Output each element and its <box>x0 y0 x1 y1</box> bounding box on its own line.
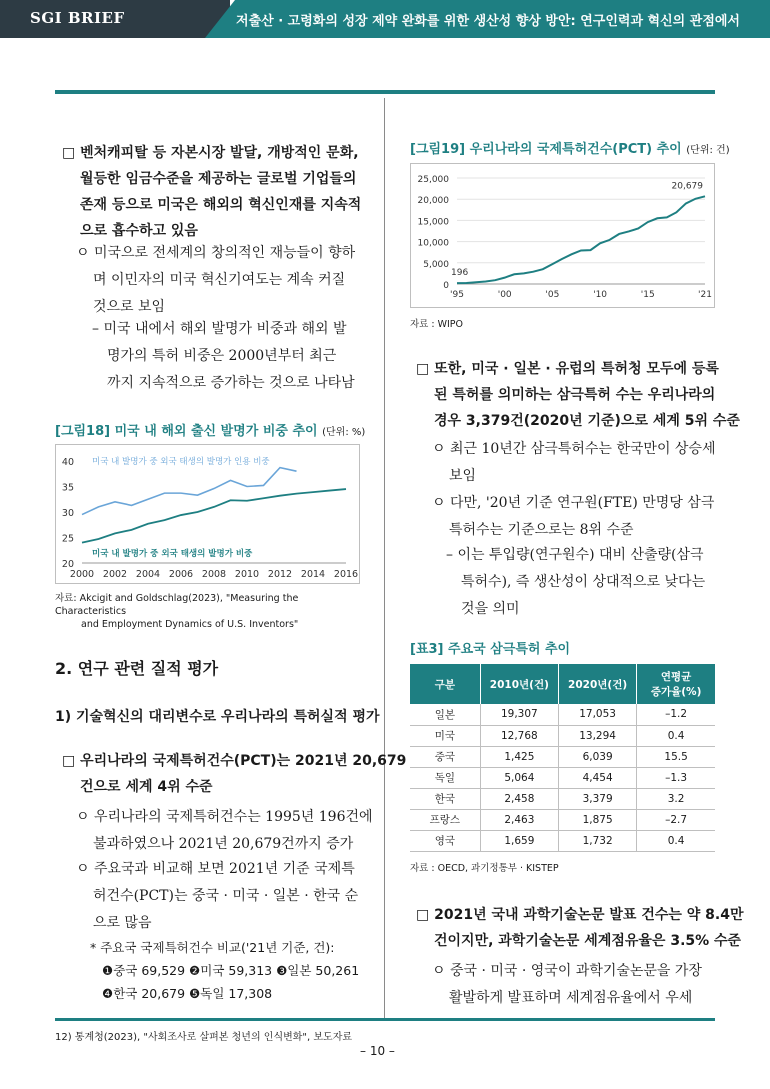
column-divider <box>384 98 385 1018</box>
table-cell: –2.7 <box>637 809 715 830</box>
data-label: 196 <box>451 268 469 279</box>
text-line: ㅇ 우리나라의 국제특허건수는 1995년 196건에 <box>76 809 373 825</box>
table-cell: 중국 <box>410 746 480 767</box>
text-line: □ 또한, 미국 · 일본 · 유럽의 특허청 모두에 등록 <box>416 361 719 377</box>
table-cell: –1.2 <box>637 704 715 725</box>
text-line: 까지 지속적으로 증가하는 것으로 나타남 <box>107 375 355 391</box>
y-tick-label: 0 <box>443 281 449 291</box>
text-line: 특허수), 즉 생산성이 상대적으로 낮다는 <box>461 574 706 590</box>
table-cell: 1,425 <box>480 746 558 767</box>
text-line: ㅇ 미국으로 전세계의 창의적인 재능들이 향하 <box>76 245 356 261</box>
x-tick-label: 2006 <box>168 569 194 580</box>
para-papers <box>416 902 744 954</box>
table-cell: –1.3 <box>637 767 715 788</box>
fig19-title-text: [그림19] 우리나라의 국제특허건수(PCT) 추이 <box>410 142 682 157</box>
table-cell: 19,307 <box>480 704 558 725</box>
text-line: 허건수(PCT)는 중국 · 미국 · 일본 · 한국 순 <box>93 888 359 904</box>
table3 <box>410 664 715 852</box>
text-line: 것으로 보임 <box>93 299 166 315</box>
text-line: 특허수는 기준으로는 8위 수준 <box>449 522 634 538</box>
text-line: ㅇ 주요국과 비교해 보면 2021년 기준 국제특 <box>76 861 355 877</box>
text-line: – 이는 투입량(연구원수) 대비 산출량(삼극 <box>446 547 704 563</box>
source-line: 자료: Akcigit and Goldschlag(2023), "Measuring the Characteristics <box>55 593 299 617</box>
table-body <box>410 704 715 851</box>
table-cell: 1,732 <box>558 830 636 851</box>
bottom-rule <box>55 1018 715 1021</box>
y-tick-label: 10,000 <box>417 238 449 249</box>
text-line: □ 우리나라의 국제특허건수(PCT)는 2021년 20,679 <box>62 753 407 769</box>
legend-label: 미국 내 발명가 중 외국 태생의 발명가 비중 <box>92 549 253 559</box>
table-cell: 영국 <box>410 830 480 851</box>
table-cell: 미국 <box>410 725 480 746</box>
table-header-cell: 2010년(건) <box>480 664 558 704</box>
subsection-heading: 1) 기술혁신의 대리변수로 우리나라의 특허실적 평가 <box>55 709 380 725</box>
x-tick-label: '00 <box>497 290 512 300</box>
table-cell: 13,294 <box>558 725 636 746</box>
table-cell: 0.4 <box>637 830 715 851</box>
para-papers-share <box>432 958 702 1012</box>
para-venture <box>62 140 361 244</box>
fig19-svg <box>411 164 714 307</box>
table-cell: 15.5 <box>637 746 715 767</box>
table-header-cell: 2020년(건) <box>558 664 636 704</box>
para-triadic-trend <box>432 436 716 490</box>
y-tick-label: 30 <box>61 508 74 519</box>
fig19-title <box>410 138 730 157</box>
x-tick-label: 2012 <box>267 569 293 580</box>
source-line: and Employment Dynamics of U.S. Inventors" <box>81 619 299 630</box>
fig18-svg <box>56 445 359 583</box>
text-line: □ 벤처캐피탈 등 자본시장 발달, 개방적인 문화, <box>62 145 359 161</box>
series-line <box>82 489 346 543</box>
y-tick-label: 25,000 <box>417 175 449 185</box>
table-cell: 2,463 <box>480 809 558 830</box>
x-tick-label: 2008 <box>201 569 227 580</box>
text-line: 건이지만, 과학기술논문 세계점유율은 3.5% 수준 <box>434 933 742 949</box>
table-cell: 한국 <box>410 788 480 809</box>
y-tick-label: 5,000 <box>423 259 449 270</box>
fig18-chart <box>55 444 360 584</box>
y-tick-label: 20,000 <box>417 196 449 207</box>
table-cell: 1,659 <box>480 830 558 851</box>
x-tick-label: '95 <box>450 290 464 300</box>
table-cell: 1,875 <box>558 809 636 830</box>
y-tick-label: 35 <box>61 482 74 494</box>
text-line: 명가의 특허 비중은 2000년부터 최근 <box>107 348 337 364</box>
para-pct-note <box>90 936 359 1005</box>
fig18-title <box>55 420 365 439</box>
text-line: 며 이민자의 미국 혁신기여도는 계속 커질 <box>93 272 346 288</box>
table-cell: 일본 <box>410 704 480 725</box>
text-line: 월등한 임금수준을 제공하는 글로벌 기업들의 <box>80 171 357 187</box>
table-row <box>410 746 715 767</box>
table-cell: 6,039 <box>558 746 636 767</box>
table-row <box>410 725 715 746</box>
x-tick-label: 2000 <box>69 569 95 580</box>
text-line: 불과하였으나 2021년 20,679건까지 증가 <box>93 836 354 852</box>
x-tick-label: '05 <box>545 290 560 300</box>
y-tick-label: 15,000 <box>417 217 449 228</box>
table-row <box>410 788 715 809</box>
text-line: ❹한국 20,679 ❺독일 17,308 <box>102 986 273 1001</box>
table-header-cell: 연평균 증가율(%) <box>637 664 715 704</box>
text-line: 경우 3,379건(2020년 기준)으로 세계 5위 수준 <box>434 413 740 429</box>
table-header-row <box>410 664 715 704</box>
text-line: ㅇ 다만, '20년 기준 연구원(FTE) 만명당 삼극 <box>432 495 715 511</box>
y-tick-label: 25 <box>61 533 74 545</box>
y-tick-label: 40 <box>61 457 74 468</box>
x-tick-label: '21 <box>698 290 712 300</box>
series-line <box>82 468 297 515</box>
para-pct-growth <box>76 804 373 858</box>
x-tick-label: 2004 <box>135 569 161 580</box>
x-tick-label: 2010 <box>234 569 260 580</box>
fig19-source: 자료 : WIPO <box>410 319 463 330</box>
page-header <box>0 0 770 38</box>
section-heading: 2. 연구 관련 질적 평가 <box>55 659 219 678</box>
text-line: 건으로 세계 4위 수준 <box>80 779 213 795</box>
table-cell: 5,064 <box>480 767 558 788</box>
footnote: 12) 통계청(2023), "사회조사로 살펴본 청년의 인식변화", 보도자료 <box>55 1032 353 1043</box>
text-line: □ 2021년 국내 과학기술논문 발표 건수는 약 8.4만 <box>416 907 744 923</box>
fig19-chart <box>410 163 715 308</box>
table-cell: 0.4 <box>637 725 715 746</box>
triadic-table <box>410 664 715 852</box>
table3-title: [표3] 주요국 삼극특허 추이 <box>410 642 571 657</box>
fig18-unit: (단위: %) <box>322 427 366 438</box>
table3-source: 자료 : OECD, 과기정통부 · KISTEP <box>410 863 559 874</box>
text-line: – 미국 내에서 해외 발명가 비중과 해외 발 <box>92 321 347 337</box>
text-line: 것을 의미 <box>461 601 520 617</box>
legend-label: 미국 내 발명가 중 외국 태생의 발명가 인용 비중 <box>92 457 270 467</box>
table-cell: 3,379 <box>558 788 636 809</box>
table-cell: 독일 <box>410 767 480 788</box>
fig19-unit: (단위: 건) <box>686 145 730 156</box>
text-line: 된 특허를 의미하는 삼극특허 수는 우리나라의 <box>434 387 716 403</box>
fig18-source <box>55 592 365 631</box>
para-productivity <box>446 542 705 623</box>
text-line: ㅇ 중국 · 미국 · 영국이 과학기술논문을 가장 <box>432 963 702 979</box>
text-line: * 주요국 국제특허건수 비교('21년 기준, 건): <box>90 940 335 955</box>
para-triadic <box>416 356 740 434</box>
data-label: 20,679 <box>671 181 703 192</box>
para-immigrants <box>76 240 355 321</box>
x-tick-label: '15 <box>640 290 655 300</box>
x-tick-label: 2014 <box>300 569 326 580</box>
top-rule <box>55 90 715 94</box>
para-pct <box>62 748 406 800</box>
x-tick-label: 2002 <box>102 569 128 580</box>
text-line: 활발하게 발표하며 세계점유율에서 우세 <box>449 990 693 1006</box>
header-title: 저출산 · 고령화의 성장 제약 완화를 위한 생산성 향상 방안: 연구인력과 혁신의 관점에서 <box>236 14 740 29</box>
x-tick-label: 2016 <box>333 569 359 580</box>
table-header-cell: 구분 <box>410 664 480 704</box>
text-line: 존재 등으로 미국은 해외의 혁신인재를 지속적 <box>80 197 362 213</box>
series-line <box>457 196 705 283</box>
page-number: – 10 – <box>360 1044 395 1058</box>
text-line: ㅇ 최근 10년간 삼극특허수는 한국만이 상승세 <box>432 441 716 457</box>
table-cell: 4,454 <box>558 767 636 788</box>
table-row <box>410 830 715 851</box>
table-cell: 3.2 <box>637 788 715 809</box>
fig18-title-text: [그림18] 미국 내 해외 출신 발명가 비중 추이 <box>55 424 318 439</box>
table-row <box>410 809 715 830</box>
table-cell: 12,768 <box>480 725 558 746</box>
text-line: 으로 흡수하고 있음 <box>80 223 198 239</box>
table-cell: 프랑스 <box>410 809 480 830</box>
table-cell: 17,053 <box>558 704 636 725</box>
text-line: 보임 <box>449 468 477 484</box>
text-line: 으로 많음 <box>93 915 152 931</box>
table-row <box>410 704 715 725</box>
para-pct-compare <box>76 856 358 937</box>
brand-label: SGI BRIEF <box>30 9 125 27</box>
para-triadic-rank <box>432 490 714 544</box>
y-tick-label: 20 <box>61 559 74 570</box>
x-tick-label: '10 <box>593 290 608 300</box>
table-cell: 2,458 <box>480 788 558 809</box>
para-inventor-share <box>92 316 355 397</box>
text-line: ❶중국 69,529 ❷미국 59,313 ❸일본 50,261 <box>102 963 360 978</box>
table-row <box>410 767 715 788</box>
